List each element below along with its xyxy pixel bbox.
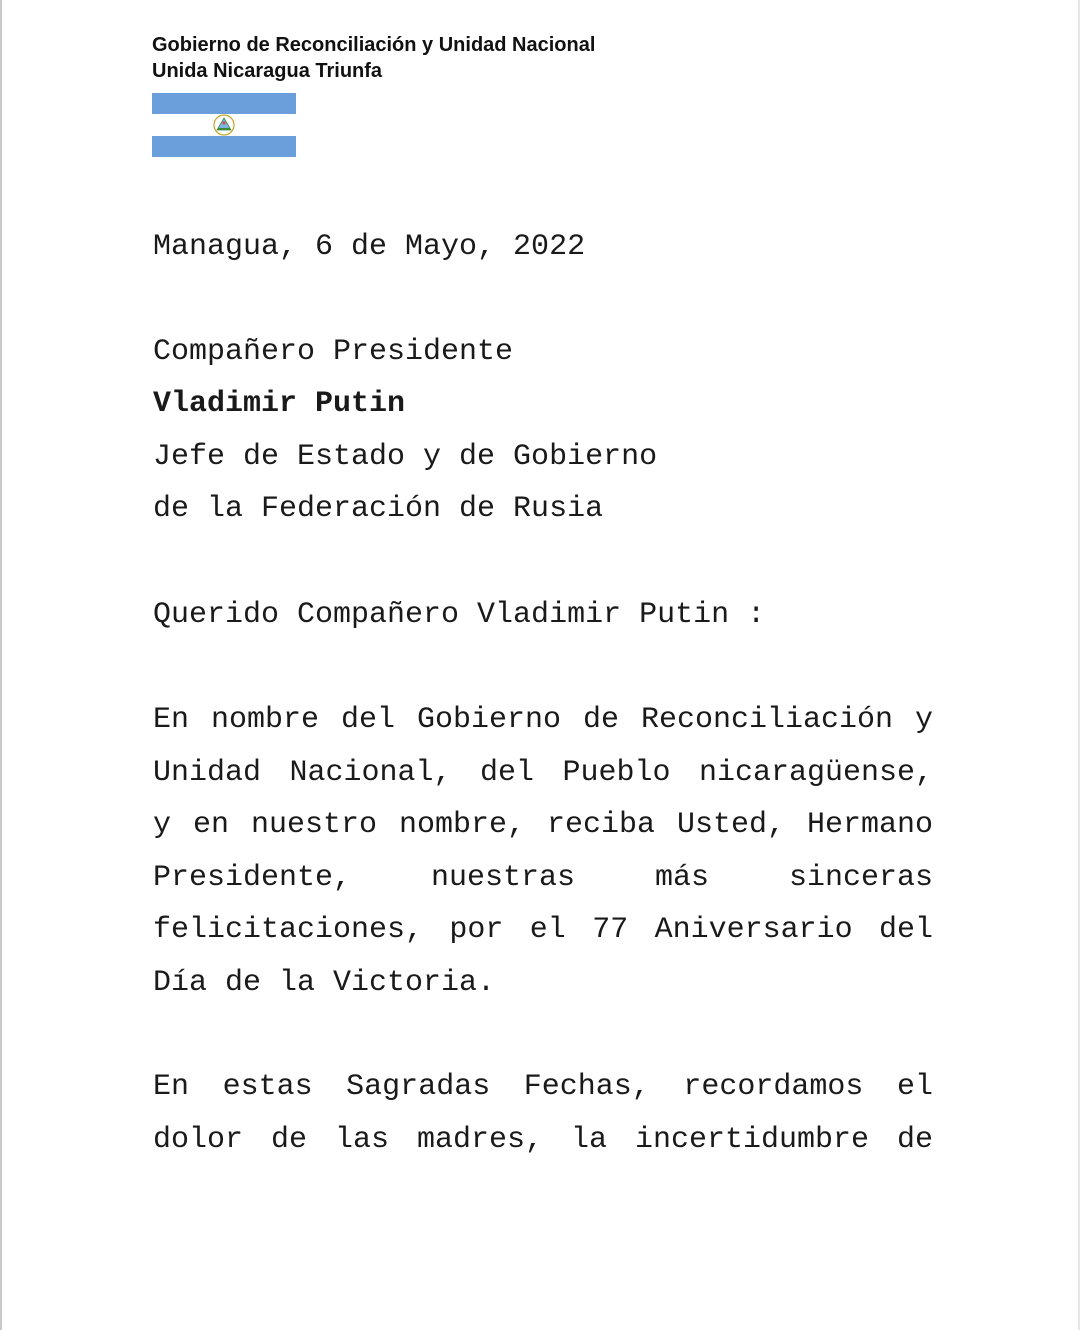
letterhead-government-name: Gobierno de Reconciliación y Unidad Nacional bbox=[152, 34, 596, 56]
recipient-title-1: Jefe de Estado y de Gobierno bbox=[153, 440, 658, 474]
letter-date: Managua, 6 de Mayo, 2022 bbox=[153, 230, 586, 264]
paragraph-1-line: En nombre del Gobierno de Reconciliación y bbox=[153, 703, 933, 737]
letterhead bbox=[152, 32, 595, 84]
nicaragua-flag-icon bbox=[152, 93, 296, 157]
paragraph-2 bbox=[153, 1061, 933, 1166]
recipient-title-2: de la Federación de Rusia bbox=[153, 492, 604, 526]
paragraph-1 bbox=[153, 694, 933, 1009]
letter-greeting: Querido Compañero Vladimir Putin : bbox=[153, 598, 766, 632]
paragraph-2-line: En estas Sagradas Fechas, recordamos el bbox=[153, 1070, 933, 1104]
paragraph-1-line: Presidente, nuestras más sinceras bbox=[153, 860, 933, 895]
paragraph-1-line: felicitaciones, por el 77 Aniversario del bbox=[153, 913, 933, 947]
paragraph-2-line: dolor de las madres, la incertidumbre de bbox=[153, 1122, 933, 1157]
recipient-name: Vladimir Putin bbox=[153, 387, 406, 421]
paragraph-1-line: Unidad Nacional, del Pueblo nicaragüense, bbox=[153, 755, 933, 790]
paragraph-1-line: Día de la Victoria. bbox=[153, 965, 496, 1000]
recipient-salutation: Compañero Presidente bbox=[153, 335, 514, 369]
paragraph-1-line: y en nuestro nombre, reciba Usted, Hermano bbox=[153, 808, 933, 842]
letterhead-slogan: Unida Nicaragua Triunfa bbox=[152, 60, 383, 82]
